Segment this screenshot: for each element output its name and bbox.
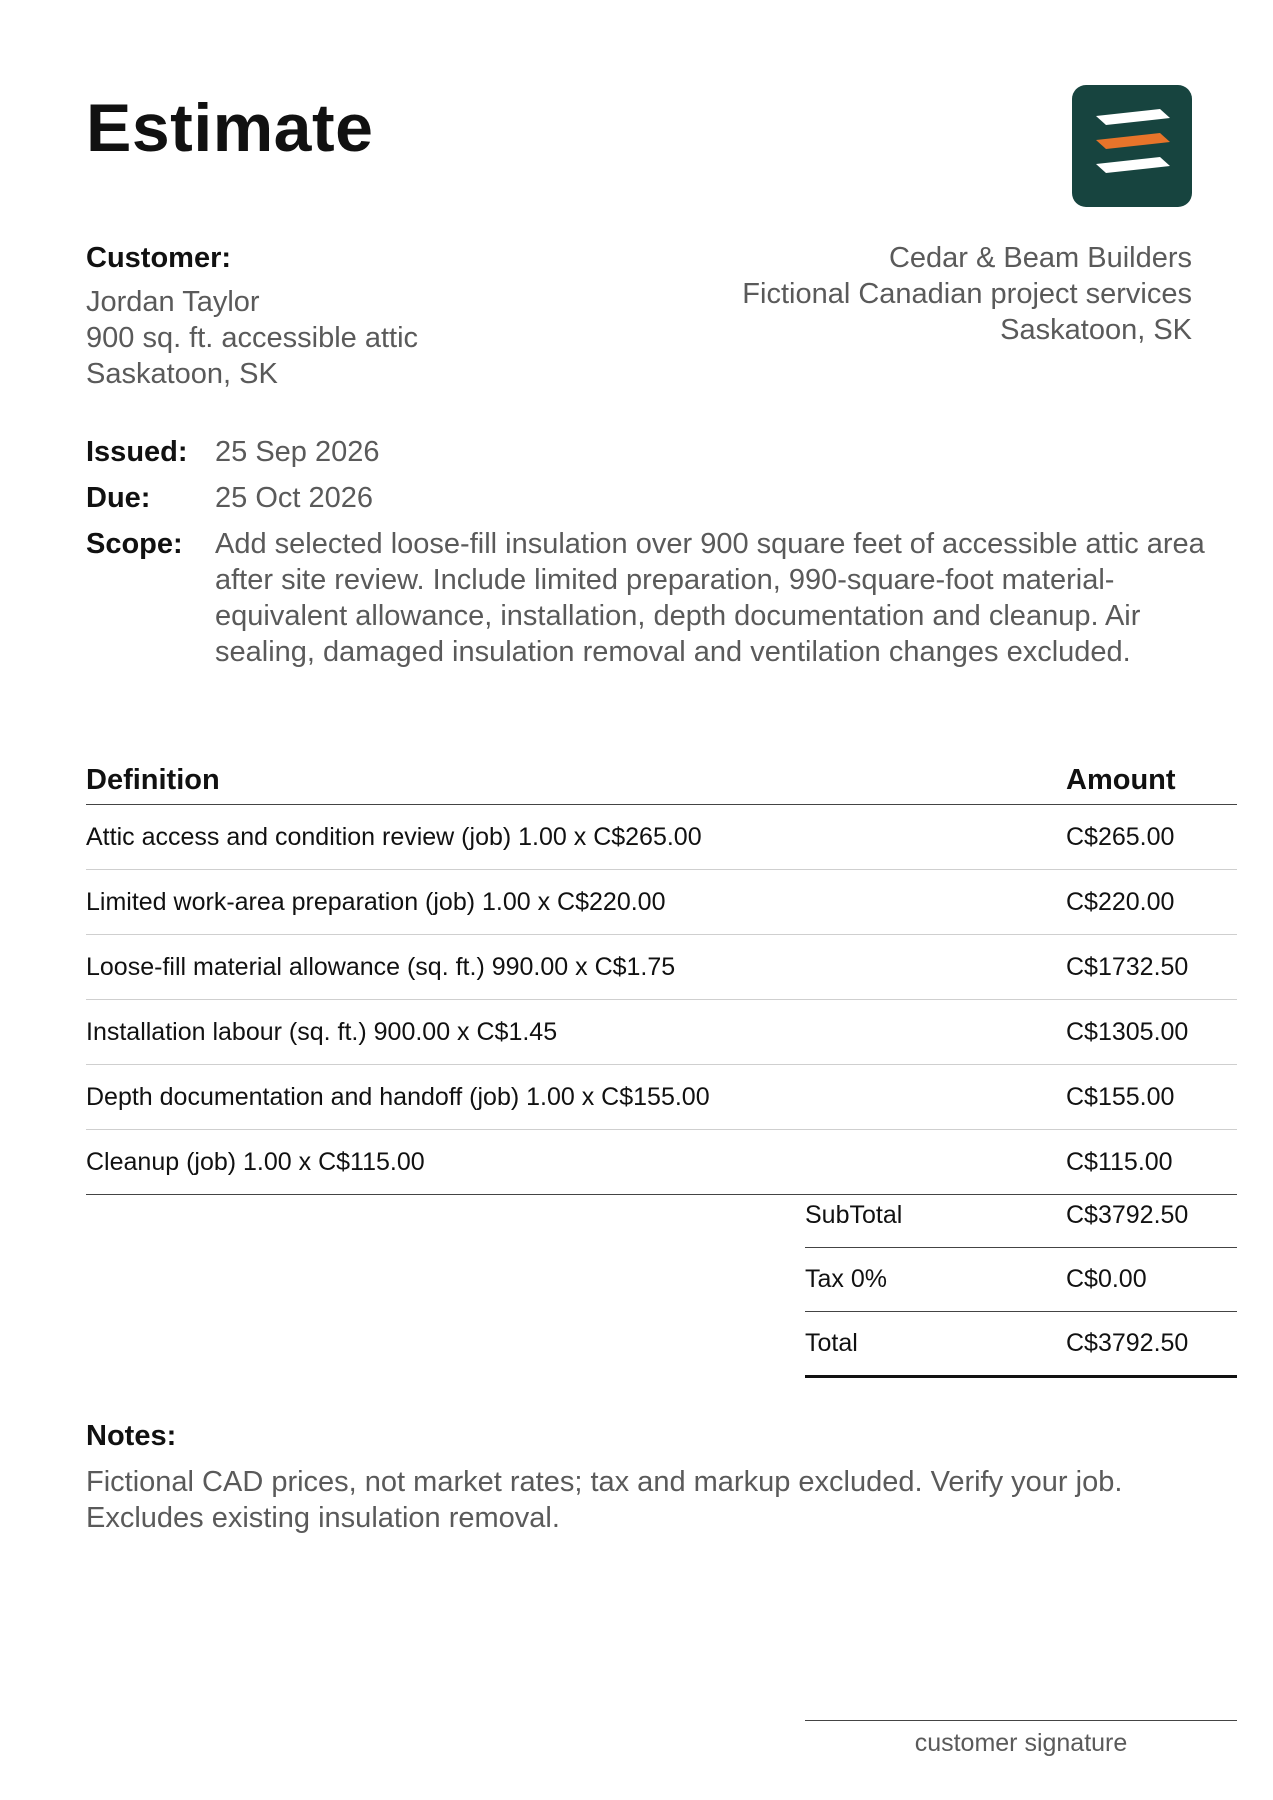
company-location: Saskatoon, SK — [1000, 314, 1192, 346]
subtotal-label: SubTotal — [805, 1201, 903, 1229]
due-date: 25 Oct 2026 — [215, 482, 373, 514]
tax-label: Tax 0% — [805, 1265, 887, 1293]
notes-line-2: Excludes existing insulation removal. — [86, 1502, 560, 1534]
estimate-meta — [86, 434, 1237, 680]
due-row — [86, 480, 1237, 516]
logo-stripe-middle — [1096, 133, 1170, 149]
scope-label: Scope: — [86, 528, 183, 560]
customer-property: 900 sq. ft. accessible attic — [86, 322, 419, 354]
amount-header: Amount — [1066, 763, 1176, 796]
issued-date: 25 Sep 2026 — [215, 436, 380, 468]
row-amount: C$1732.50 — [1066, 952, 1189, 981]
row-definition: Depth documentation and handoff (job) 1.00 x C$155.00 — [86, 1082, 710, 1111]
logo-stripe-bottom — [1096, 157, 1170, 173]
subtotal-row — [805, 1184, 1237, 1248]
line-items-table — [86, 756, 1237, 1195]
scope-row — [86, 526, 1237, 670]
company-block — [632, 240, 1192, 348]
issued-label: Issued: — [86, 436, 188, 468]
table-row — [86, 1065, 1237, 1130]
row-definition: Loose-fill material allowance (sq. ft.) 990.00 x C$1.75 — [86, 952, 676, 981]
table-row — [86, 805, 1237, 870]
row-amount: C$265.00 — [1066, 822, 1175, 851]
company-logo — [1072, 85, 1192, 207]
table-row — [86, 1000, 1237, 1065]
company-tagline: Fictional Canadian project services — [742, 278, 1192, 310]
total-row — [805, 1312, 1237, 1378]
row-amount: C$1305.00 — [1066, 1017, 1189, 1046]
signature-line[interactable] — [805, 1720, 1237, 1758]
page-title: Estimate — [86, 90, 374, 166]
notes-label: Notes: — [86, 1420, 177, 1452]
row-definition: Cleanup (job) 1.00 x C$115.00 — [86, 1147, 425, 1176]
definition-header: Definition — [86, 763, 220, 796]
row-definition: Limited work-area preparation (job) 1.00 x C$220.00 — [86, 887, 666, 916]
subtotal-value: C$3792.50 — [1066, 1201, 1189, 1229]
row-definition: Attic access and condition review (job) 1.00 x C$265.00 — [86, 822, 702, 851]
row-amount: C$155.00 — [1066, 1082, 1175, 1111]
logo-stripe-top — [1096, 109, 1170, 125]
customer-location: Saskatoon, SK — [86, 358, 278, 390]
customer-name: Jordan Taylor — [86, 286, 260, 318]
tax-value: C$0.00 — [1066, 1265, 1147, 1293]
notes-line-1: Fictional CAD prices, not market rates; tax and markup excluded. Verify your job. — [86, 1466, 1123, 1498]
customer-label: Customer: — [86, 242, 232, 274]
customer-block — [86, 240, 646, 392]
table-row — [86, 935, 1237, 1000]
due-label: Due: — [86, 482, 151, 514]
signature-label: customer signature — [914, 1729, 1128, 1757]
table-header — [86, 756, 1237, 805]
row-definition: Installation labour (sq. ft.) 900.00 x C$1.45 — [86, 1017, 558, 1046]
scope-text: Add selected loose-fill insulation over 900 square feet of accessible attic area after site review. Include limited preparation, 990-square-foot material-equivalent allowance, installation, depth documentation and cleanup. Air sealing, damaged insulation removal and ventilation changes excluded. — [215, 528, 1205, 668]
row-amount: C$115.00 — [1066, 1147, 1173, 1176]
table-row — [86, 870, 1237, 935]
tax-row — [805, 1248, 1237, 1312]
totals-block — [805, 1184, 1237, 1378]
total-value: C$3792.50 — [1066, 1329, 1189, 1357]
company-name: Cedar & Beam Builders — [888, 242, 1192, 274]
issued-row — [86, 434, 1237, 470]
notes-block — [86, 1418, 1237, 1536]
estimate-page — [86, 0, 1237, 1800]
stacked-layers-icon — [1072, 85, 1192, 207]
total-label: Total — [805, 1329, 858, 1357]
row-amount: C$220.00 — [1066, 887, 1175, 916]
